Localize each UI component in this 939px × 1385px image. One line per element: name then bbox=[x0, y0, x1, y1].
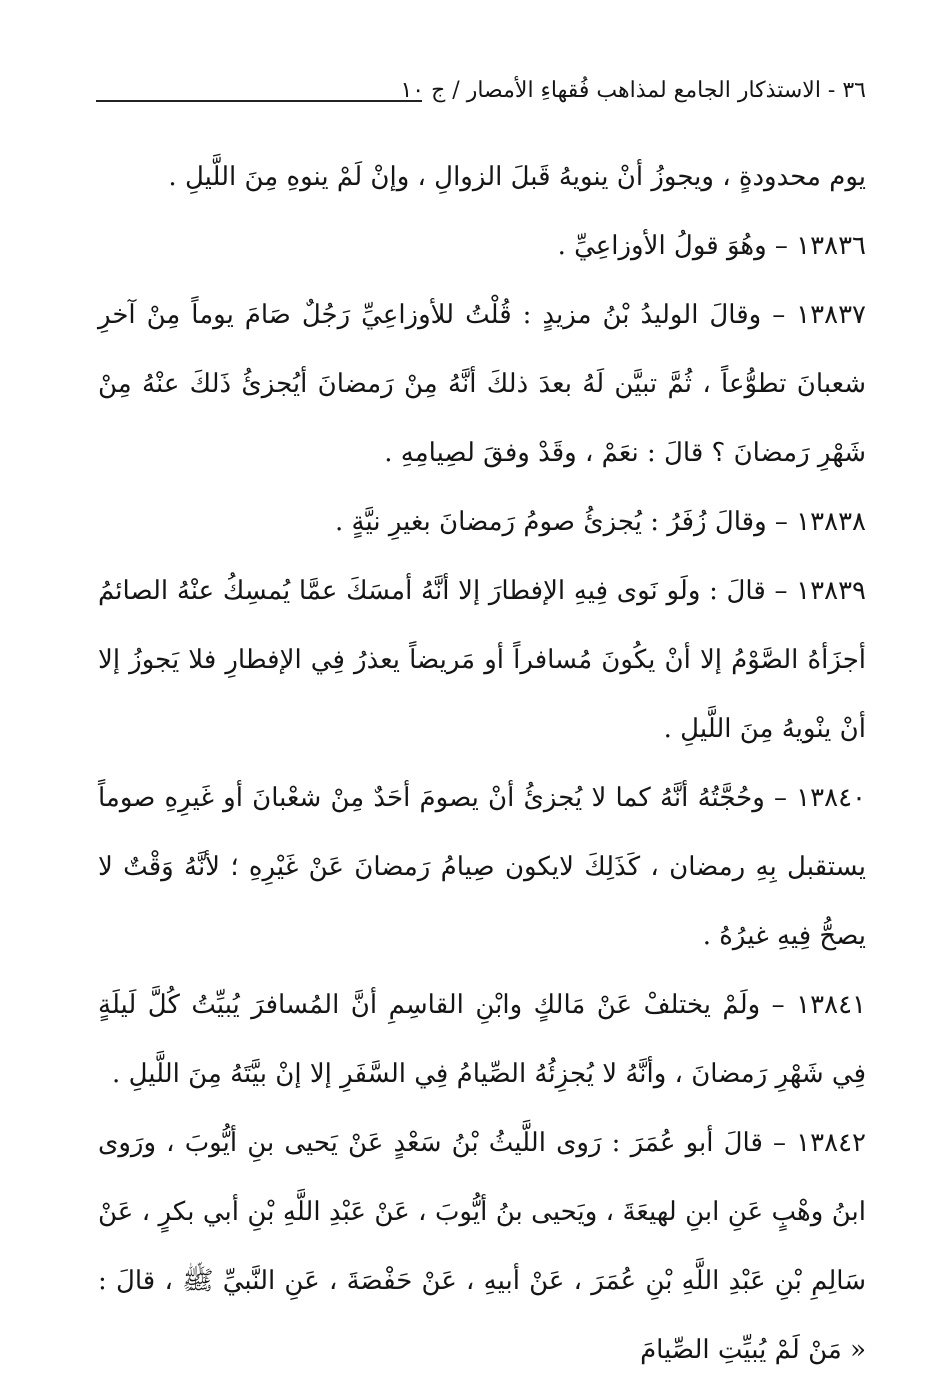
paragraph-13836: ١٣٨٣٦ – وهُوَ قولُ الأوزاعِيِّ . bbox=[557, 231, 866, 261]
paragraph-continuation: يوم محدودةٍ ، ويجوزُ أنْ ينويهُ قَبلَ الزوالِ ، وإنْ لَمْ ينوهِ مِنَ اللَّيلِ . bbox=[168, 162, 866, 192]
page-header bbox=[96, 78, 866, 116]
paragraph-13841: ١٣٨٤١ – ولَمْ يختلفْ عَنْ مَالكٍ وابْنِ القاسِمِ أنَّ المُسافرَ يُبيِّتُ كُلَّ لَيلَةٍ فِي شَهْرِ رَمضانَ ، وأنَّهُ لا يُجزِئُهُ الصِّيامُ فِي السَّفَرِ إلا إنْ بيَّتَهُ مِنَ اللَّيلِ . bbox=[98, 990, 866, 1089]
header-rule bbox=[96, 100, 422, 102]
paragraph-13838: ١٣٨٣٨ – وقالَ زُفَرُ : يُجزئُ صومُ رَمضانَ بغيرِ نيَّةٍ . bbox=[335, 507, 866, 537]
paragraph-13842: ١٣٨٤٢ – قالَ أبو عُمَرَ : رَوى اللَّيثُ بْنُ سَعْدٍ عَنْ يَحيى بنِ أيُّوبَ ، ورَوى ابنُ وهْبٍ عَنِ ابنِ لهيعَةَ ، ويَحيى بنُ أيُّوبَ ، عَنْ عَبْدِ اللَّهِ بْنِ أبي بكرٍ ، عَنْ سَالِمِ بْنِ عَبْدِ اللَّهِ بْنِ عُمَرَ ، عَنْ أبيهِ ، عَنْ حَفْصَةَ ، عَنِ النَّبيِّ ﷺ ، قالَ : « مَنْ لَمْ يُبيِّتِ الصِّيامَ bbox=[98, 1128, 866, 1365]
paragraph-13837: ١٣٨٣٧ – وقالَ الوليدُ بْنُ مزيدٍ : قُلْتُ للأوزاعِيِّ رَجُلٌ صَامَ يوماً مِنْ آخرِ شعبانَ تطوُّعاً ، ثُمَّ تبيَّن لَهُ بعدَ ذلكَ أنَّهُ مِنْ رَمضانَ أيُجزئُ ذَلكَ عنْهُ مِنْ شَهْرِ رَمضانَ ؟ قالَ : نعَمْ ، وقَدْ وفقَ لصِيامِهِ . bbox=[98, 300, 866, 468]
running-title: ٣٦ - الاستذكار الجامع لمذاهب فُقهاءِ الأمصار / ج ١٠ bbox=[400, 78, 866, 103]
paragraph-13840: ١٣٨٤٠ – وحُجَّتُهُ أنَّهُ كما لا يُجزئُ أنْ يصومَ أحَدٌ مِنْ شعْبانَ أو غَيرِهِ صوماً يستقبل بِهِ رمضان ، كَذَلِكَ لايكون صِيامُ رَمضانَ عَنْ غَيْرِهِ ؛ لأنَّهُ وَقْتٌ لا يصحُّ فِيهِ غيرُهُ . bbox=[98, 783, 866, 951]
page-body bbox=[98, 143, 866, 1385]
paragraph-13839: ١٣٨٣٩ – قالَ : ولَو نَوى فِيهِ الإفطارَ إلا أنَّهُ أمسَكَ عمَّا يُمسِكُ عنْهُ الصائمُ أجزَأهُ الصَّوْمُ إلا أنْ يكُونَ مُسافراً أو مَريضاً يعذرُ فِي الإفطارِ فلا يَجوزُ إلا أنْ ينْويهُ مِنَ اللَّيلِ . bbox=[98, 576, 866, 744]
